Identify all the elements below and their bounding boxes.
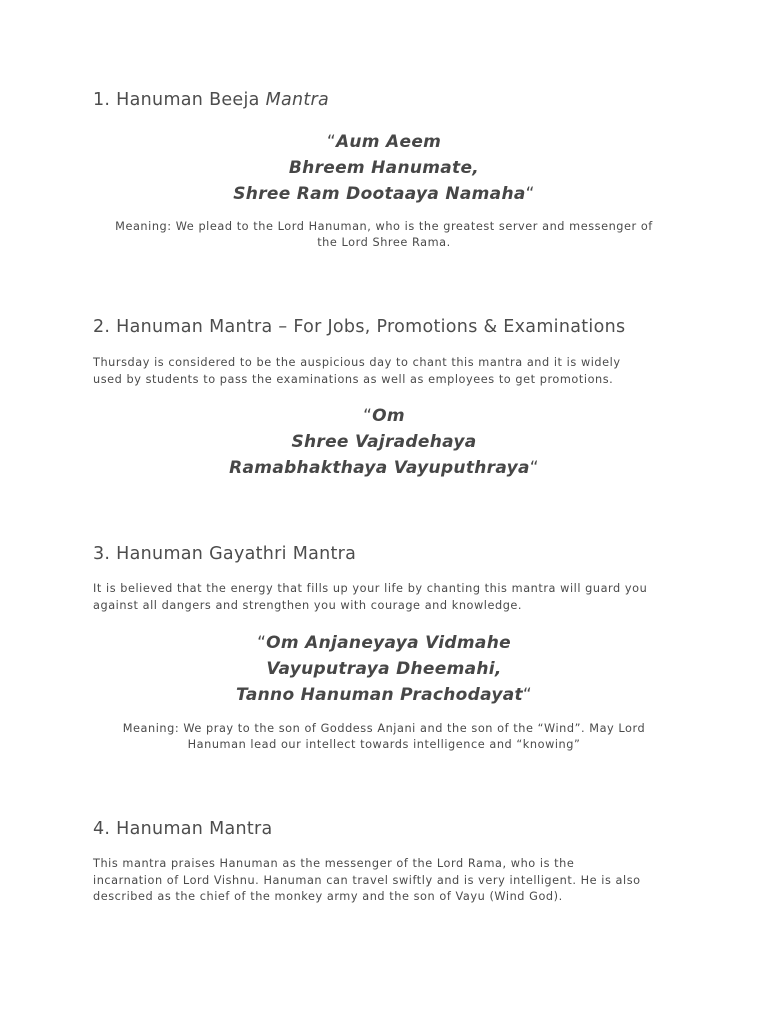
section-heading-2 xyxy=(93,317,675,337)
meaning-line: Meaning: We pray to the son of Goddess Anjani and the son of the “Wind”. May Lord xyxy=(122,722,646,735)
mantra-block-1 xyxy=(93,129,675,207)
meaning-line: Meaning: We plead to the Lord Hanuman, who is the greatest server and messenger of xyxy=(115,220,653,233)
heading-number: 3. xyxy=(93,544,111,564)
mantra-line: “Om xyxy=(363,406,405,426)
close-quote: “ xyxy=(522,685,533,705)
section-heading-4 xyxy=(93,819,675,839)
mantra-line: Tanno Hanuman Prachodayat“ xyxy=(235,685,533,705)
section-paragraph-2 xyxy=(93,355,678,388)
paragraph-line: It is believed that the energy that fills up your life by chanting this mantra will guard you xyxy=(93,582,648,595)
close-quote: “ xyxy=(529,458,539,478)
heading-text: Hanuman Beeja xyxy=(116,90,260,110)
paragraph-line: against all dangers and strengthen you with courage and knowledge. xyxy=(93,598,523,612)
paragraph-line: This mantra praises Hanuman as the messenger of the Lord Rama, who is the xyxy=(93,857,575,870)
heading-text: Hanuman Mantra – For Jobs, Promotions & Examinations xyxy=(116,317,626,337)
open-quote: “ xyxy=(257,633,267,653)
mantra-line: Bhreem Hanumate, xyxy=(288,158,480,178)
mantra-line: Vayuputraya Dheemahi, xyxy=(266,659,502,679)
meaning-text-1 xyxy=(93,219,675,251)
heading-number: 4. xyxy=(93,819,111,839)
mantra-line: “Om Anjaneyaya Vidmahe xyxy=(257,633,511,653)
mantra-block-3 xyxy=(93,630,675,708)
heading-number: 1. xyxy=(93,90,111,110)
heading-number: 2. xyxy=(93,317,111,337)
paragraph-line: described as the chief of the monkey army and the son of Vayu (Wind God). xyxy=(93,890,563,903)
mantra-line: Shree Vajradehaya xyxy=(291,432,477,452)
meaning-line: the Lord Shree Rama. xyxy=(317,236,451,249)
mantra-line: “Aum Aeem xyxy=(326,132,442,152)
open-quote: “ xyxy=(326,132,336,152)
open-quote: “ xyxy=(363,406,373,426)
heading-text: Hanuman Mantra xyxy=(116,819,273,839)
paragraph-line: Thursday is considered to be the auspicious day to chant this mantra and it is widely xyxy=(93,356,621,369)
section-paragraph-3 xyxy=(93,581,678,614)
mantra-block-2 xyxy=(93,403,675,481)
section-paragraph-4 xyxy=(93,856,678,906)
section-heading-3 xyxy=(93,544,675,564)
paragraph-line: incarnation of Lord Vishnu. Hanuman can travel swiftly and is very intelligent. He is also xyxy=(93,873,641,887)
close-quote: “ xyxy=(525,184,535,204)
mantra-line: Shree Ram Dootaaya Namaha“ xyxy=(233,184,535,204)
heading-italic-text: Mantra xyxy=(265,90,330,110)
paragraph-line: used by students to pass the examinations as well as employees to get promotions. xyxy=(93,372,614,386)
meaning-text-3 xyxy=(93,721,675,753)
meaning-line: Hanuman lead our intellect towards intelligence and “knowing” xyxy=(187,738,581,751)
mantra-line: Ramabhakthaya Vayuputhraya“ xyxy=(229,458,539,478)
heading-text: Hanuman Gayathri Mantra xyxy=(116,544,357,564)
section-heading-1 xyxy=(93,90,675,110)
